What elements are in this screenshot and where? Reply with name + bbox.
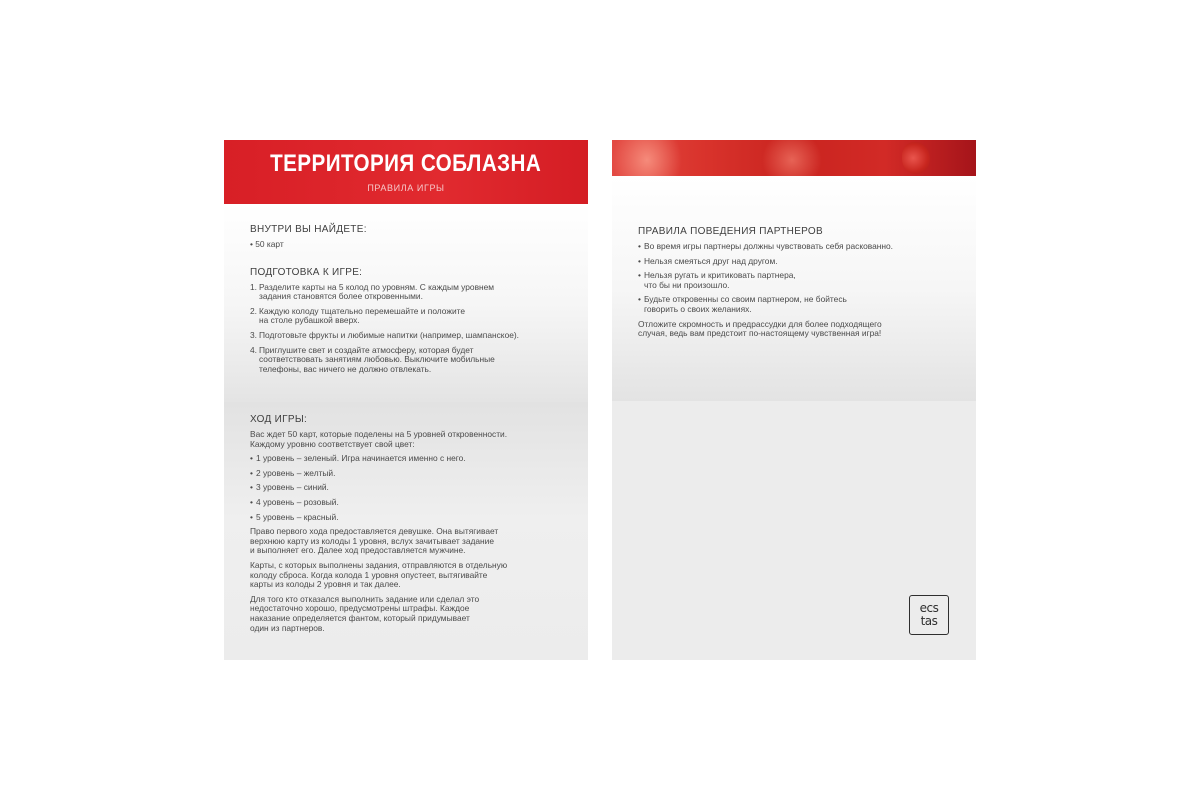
ecstas-logo-icon: ecs tas [909, 595, 949, 635]
level-item: • 4 уровень – розовый. [250, 496, 339, 507]
prep-heading: ПОДГОТОВКА К ИГРЕ: [250, 266, 363, 278]
contents-and-prep-section [224, 204, 588, 402]
blank-area [612, 401, 976, 660]
game-heading: ХОД ИГРЫ: [250, 414, 308, 425]
first-move-paragraph: Право первого хода предоставляется девушке. Она вытягивает верхнюю карту из колоды 1 уровня, вслух зачитывает задание и выполняет его. Далее ход предоставляется мужчине. [250, 526, 499, 556]
discard-paragraph: Карты, с которых выполнены задания, отправляются в отдельную колоду сброса. Когда колода 1 уровня опустеет, вытягивайте карты из колоды 2 уровня и так далее. [250, 559, 508, 590]
rules-subtitle: ПРАВИЛА ИГРЫ [367, 183, 445, 193]
partner-rule: • Будьте откровенны со своим партнером, не бойтесь говорить о своих желаниях. [638, 294, 847, 314]
couple-kiss-photo [612, 140, 976, 176]
partner-rule: • Нельзя смеяться друг над другом. [638, 255, 778, 266]
level-item: • 5 уровень – красный. [250, 511, 339, 522]
prep-step: 3. Подготовьте фрукты и любимые напитки (например, шампанское). [250, 329, 519, 340]
rules-page-left [224, 140, 588, 660]
partner-rule: • Во время игры партнеры должны чувствовать себя раскованно. [638, 241, 893, 251]
game-flow-section [224, 402, 588, 660]
ear-shape [902, 142, 930, 174]
game-intro: Вас ждет 50 карт, которые поделены на 5 уровней откровенности. Каждому уровню соответствует свой цвет: [250, 429, 508, 449]
game-title: ТЕРРИТОРИЯ СОБЛАЗНА [270, 150, 542, 177]
prep-step: 1. Разделите карты на 5 колод по уровням. С каждым уровнем задания становятся более откровенными. [250, 281, 495, 302]
prep-step: 4. Приглушите свет и создайте атмосферу, которая будет соответствовать занятиям любовью. Выключите мобильные телефоны, вас ничего не должно отвлекать. [250, 344, 495, 374]
contents-heading: ВНУТРИ ВЫ НАЙДЕТЕ: [250, 224, 367, 235]
closing-paragraph: Отложите скромность и предрассудки для более подходящего случая, ведь вам предстоит по-настоящему чувственная игра! [638, 318, 882, 339]
penalty-paragraph: Для того кто отказался выполнить задание или сделал это недостаточно хорошо, предусмотрены штрафы. Каждое наказание определяется фантом, который придумывает один из партнеров. [250, 593, 480, 633]
rules-page-right [612, 140, 976, 660]
partner-rules-section [612, 176, 976, 401]
contents-item: • 50 карт [250, 239, 284, 249]
partner-rules-heading: ПРАВИЛА ПОВЕДЕНИЯ ПАРТНЕРОВ [638, 226, 823, 237]
level-item: • 1 уровень – зеленый. Игра начинается именно с него. [250, 453, 466, 464]
partner-rule: • Нельзя ругать и критиковать партнера, что бы ни произошло. [638, 270, 796, 290]
prep-step: 2. Каждую колоду тщательно перемешайте и положите на столе рубашкой вверх. [250, 305, 466, 326]
level-item: • 3 уровень – синий. [250, 482, 329, 493]
title-banner [224, 140, 588, 204]
level-item: • 2 уровень – желтый. [250, 467, 336, 478]
